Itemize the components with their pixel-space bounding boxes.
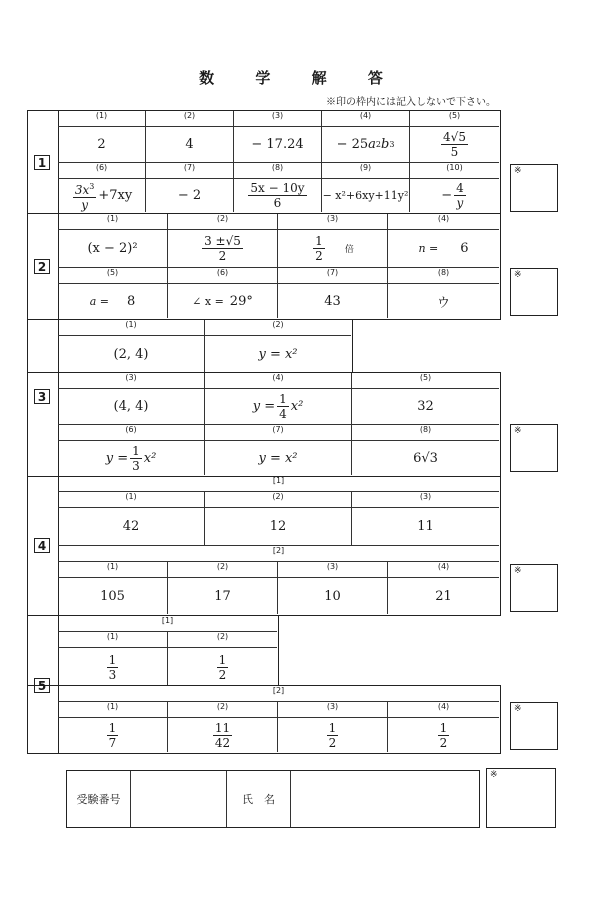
question-label: (4) [322,111,410,127]
name-label: 氏 名 [227,771,291,827]
score-box-2: ※ [510,268,558,316]
question-label: (6) [58,163,146,179]
answer-cell[interactable]: 32 [352,389,499,425]
part-label: [2] [58,686,499,702]
question-label: (2) [168,632,277,648]
answer-cell[interactable]: 17 [168,578,278,614]
answer-cell[interactable]: 12 [205,508,352,546]
question-label: (1) [58,111,146,127]
answer-cell[interactable]: − x²+6xy+11y² [322,179,410,212]
question-label: (6) [168,268,278,284]
question-label: (6) [58,425,205,441]
question-label: (4) [388,562,499,578]
question-label: (1) [58,632,168,648]
answer-cell[interactable]: − 2 [146,179,234,212]
question-label: (3) [278,702,388,718]
answer-cell[interactable]: $\frac{1}{2}$ [218,652,227,682]
question-label: (8) [352,425,499,441]
part-label: [1] [58,616,277,632]
exam-number-label: 受験番号 [67,771,131,827]
answer-cell[interactable]: − 25 a 2 b 3 [322,127,410,163]
answer-cell[interactable]: 11 [352,508,499,546]
section-1 [27,110,501,214]
question-label: (3) [278,562,388,578]
question-label: (1) [58,214,168,230]
score-box-3: ※ [510,424,558,472]
answer-cell[interactable]: $\frac{4√5}{5}$ [410,127,499,163]
question-label: (3) [352,492,499,508]
page-title: 数 学 解 答 [199,69,401,87]
instruction-note: ※印の枠内には記入しないで下さい。 [326,97,496,108]
question-label: (4) [205,373,352,389]
question-label: (2) [168,562,278,578]
student-info-box [66,770,480,828]
score-box-total: ※ [486,768,556,828]
question-label: (4) [388,214,499,230]
answer-cell[interactable]: a = 8 [58,284,168,318]
section-number: 4 [34,538,50,553]
name-field[interactable] [291,771,479,827]
score-box-1: ※ [510,164,558,212]
question-label: (2) [168,214,278,230]
question-label: (5) [58,268,168,284]
answer-cell[interactable]: 2 [58,127,146,163]
question-label: (4) [388,702,499,718]
answer-cell[interactable]: 42 [58,508,205,546]
section-4 [27,476,501,616]
answer-cell[interactable]: $\frac{11}{42}$ [168,718,278,752]
answer-cell[interactable]: 105 [58,578,168,614]
question-label: (2) [146,111,234,127]
answer-cell[interactable]: y = $\frac{1}{3}$ x² [58,441,205,475]
question-label: (5) [352,373,499,389]
answer-cell[interactable]: $\frac{1}{2}$ [278,718,388,752]
answer-cell[interactable]: 10 [278,578,388,614]
answer-cell[interactable]: $\frac{3x^3}{y}$ +7xy [58,179,146,212]
answer-cell[interactable]: 43 [278,284,388,318]
exam-number-field[interactable] [131,771,227,827]
answer-cell[interactable]: $\frac{1}{7}$ [58,718,168,752]
answer-cell[interactable]: $\frac{1}{2}$ 倍 [278,230,388,268]
part-label: [1] [58,476,499,492]
question-label: (2) [205,492,352,508]
section-number: 1 [34,155,50,170]
answer-cell[interactable]: n = 6 [388,230,499,268]
section-number: 5 [34,678,50,693]
answer-cell[interactable]: y = x² [258,347,298,362]
answer-cell[interactable]: 4 [146,127,234,163]
answer-cell[interactable]: (4, 4) [58,389,205,425]
section-5-frame [27,615,279,685]
answer-cell[interactable]: − $\frac{4}{y}$ [441,181,464,210]
answer-cell[interactable]: ∠ x = 29° [168,284,278,318]
question-label: (5) [410,111,499,127]
answer-cell[interactable]: (2, 4) [58,336,205,373]
section-5 [27,679,501,754]
answer-cell[interactable]: 21 [435,588,452,604]
question-label: (2) [205,320,351,336]
question-label: (1) [58,492,205,508]
question-label: (10) [410,163,499,179]
section-2 [27,214,501,320]
question-label: (8) [388,268,499,284]
section-number: 2 [34,259,50,274]
question-label: (1) [58,702,168,718]
question-label: (2) [168,702,278,718]
answer-cell[interactable]: ウ [436,295,450,311]
question-label: (3) [234,111,322,127]
question-label: (8) [234,163,322,179]
answer-cell[interactable]: y = $\frac{1}{4}$ x² [205,389,352,425]
score-box-4: ※ [510,564,558,612]
question-label: (9) [322,163,410,179]
question-label: (7) [278,268,388,284]
section-3 [27,372,501,477]
answer-cell[interactable]: y = x² [205,441,352,475]
answer-cell[interactable]: $\frac{1}{2}$ [439,720,448,750]
question-label: (1) [58,562,168,578]
question-label: (3) [278,214,388,230]
answer-cell[interactable]: − 17.24 [234,127,322,163]
question-label: (1) [58,320,205,336]
answer-cell[interactable]: $\frac{5x - 10y}{6}$ [234,179,322,212]
answer-cell[interactable]: $\frac{3 \pm√5}{2}$ [168,230,278,268]
answer-cell[interactable]: (x − 2)² [58,230,168,268]
question-label: (7) [146,163,234,179]
answer-cell[interactable]: $\frac{1}{3}$ [58,648,168,686]
score-box-5: ※ [510,702,558,750]
question-label: (7) [205,425,352,441]
section-number: 3 [34,389,50,404]
section-3-frame [27,319,353,372]
question-label: (3) [58,373,205,389]
answer-cell[interactable]: 6√3 [413,450,438,466]
part-label: [2] [58,546,499,562]
